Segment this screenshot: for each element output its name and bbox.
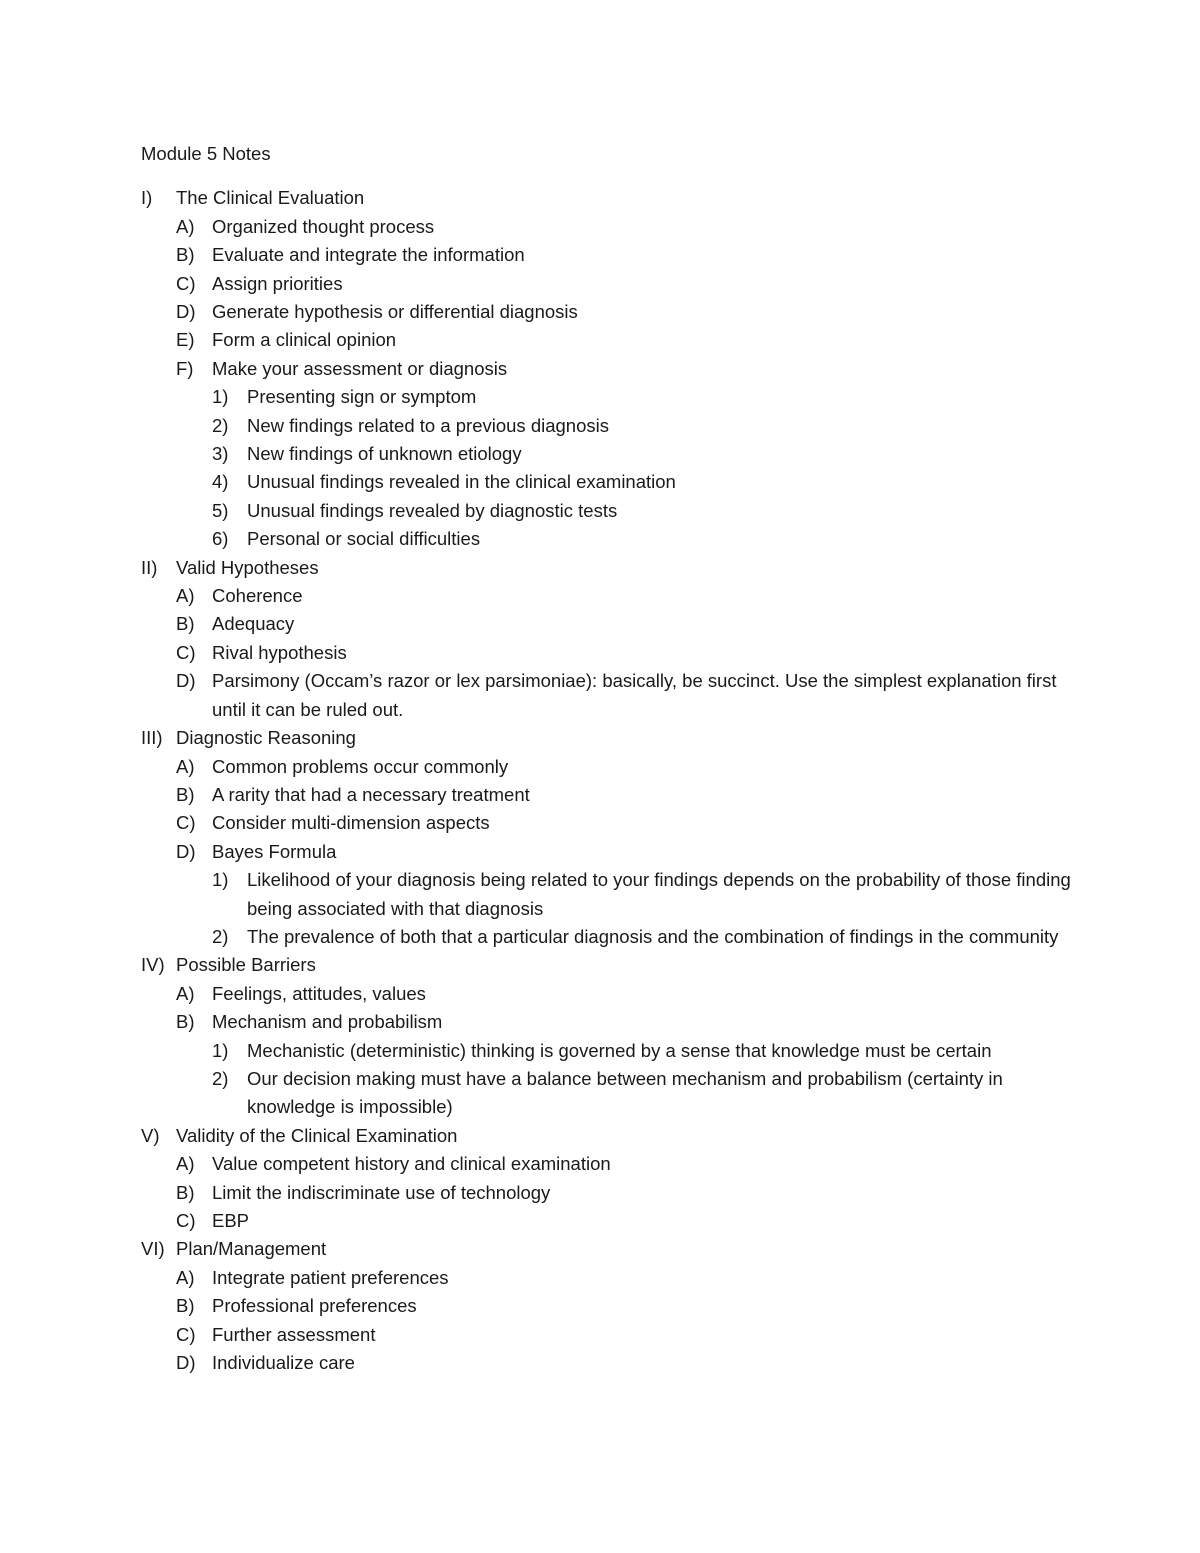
outline-item-label: A) [176,982,195,1004]
outline-item-text: Organized thought process [212,215,435,237]
outline-item-level-2 [141,1179,1081,1207]
outline-item-level-1 [141,1235,1081,1263]
outline-item-label: A) [176,215,195,237]
outline-item-level-2 [141,1264,1081,1292]
outline-item-text: Limit the indiscriminate use of technology [212,1181,551,1203]
outline-item-label: 2) [212,414,229,436]
outline-item-level-1 [141,1122,1081,1150]
outline-item-label: C) [176,1210,196,1232]
outline-item-label: C) [176,1323,196,1345]
outline-item-text: Unusual findings revealed by diagnostic tests [247,499,618,521]
outline-item-label: B) [176,1011,195,1033]
outline-item-text: Professional preferences [212,1295,417,1317]
outline-item-label: B) [176,1295,195,1317]
outline-item-level-3 [141,866,1081,923]
outline-item-level-2 [141,753,1081,781]
outline-item-level-2 [141,326,1081,354]
outline-item-text: Integrate patient preferences [212,1266,449,1288]
outline-item-label: C) [176,272,196,294]
outline-item-level-2 [141,639,1081,667]
outline-item-label: D) [176,301,196,323]
outline-item-text: Mechanism and probabilism [212,1011,443,1033]
outline-item-level-2 [141,667,1081,724]
outline-item-label: B) [176,613,195,635]
outline-item-label: B) [176,783,195,805]
outline-item-label: IV) [141,954,165,976]
outline-item-label: B) [176,244,195,266]
outline-item-level-2 [141,1321,1081,1349]
outline-item-level-3 [141,383,1081,411]
outline-item-text: Presenting sign or symptom [247,386,477,408]
outline-item-label: 5) [212,499,229,521]
outline-item-text: Consider multi-dimension aspects [212,812,490,834]
outline-item-level-1 [141,724,1081,752]
outline-item-level-3 [141,923,1081,951]
outline-item-level-2 [141,838,1081,866]
outline-item-label: D) [176,1352,196,1374]
outline-list [141,184,1081,1377]
outline-item-text: Common problems occur commonly [212,755,509,777]
outline-item-label: I) [141,187,153,209]
outline-item-text: Diagnostic Reasoning [176,727,356,749]
outline-item-label: B) [176,1181,195,1203]
outline-item-level-1 [141,554,1081,582]
outline-item-level-2 [141,980,1081,1008]
outline-item-text: Generate hypothesis or differential diagnosis [212,301,578,323]
outline-item-level-1 [141,184,1081,212]
outline-item-text: Coherence [212,585,303,607]
outline-item-level-2 [141,809,1081,837]
outline-item-text: Adequacy [212,613,295,635]
outline-item-text: Plan/Management [176,1238,327,1260]
outline-item-text: Rival hypothesis [212,641,347,663]
outline-item-text: New findings of unknown etiology [247,443,522,465]
outline-item-level-2 [141,1292,1081,1320]
outline-item-label: 6) [212,528,229,550]
outline-item-level-2 [141,270,1081,298]
outline-item-label: 1) [212,869,229,891]
outline-item-level-3 [141,497,1081,525]
outline-item-level-2 [141,1008,1081,1036]
outline-item-level-2 [141,1349,1081,1377]
outline-item-text: Evaluate and integrate the information [212,244,525,266]
outline-item-text: Our decision making must have a balance between mechanism and probabilism (certainty in knowledge is impossible) [247,1067,1003,1118]
outline-item-level-3 [141,1065,1081,1122]
outline-item-label: 3) [212,443,229,465]
outline-item-level-2 [141,1150,1081,1178]
outline-item-level-2 [141,781,1081,809]
outline-item-text: Mechanistic (deterministic) thinking is governed by a sense that knowledge must be certain [247,1039,992,1061]
outline-item-level-2 [141,355,1081,383]
outline-item-label: D) [176,840,196,862]
outline-item-text: Further assessment [212,1323,376,1345]
outline-item-label: 1) [212,1039,229,1061]
outline-item-label: A) [176,1266,195,1288]
outline-item-label: C) [176,641,196,663]
outline-item-label: 4) [212,471,229,493]
outline-item-text: The Clinical Evaluation [176,187,365,209]
outline-item-label: VI) [141,1238,165,1260]
outline-item-text: Bayes Formula [212,840,337,862]
outline-item-text: Unusual findings revealed in the clinical examination [247,471,676,493]
outline-item-text: Individualize care [212,1352,355,1374]
outline-item-label: D) [176,670,196,692]
outline-item-label: III) [141,727,163,749]
outline-item-level-3 [141,525,1081,553]
outline-item-label: 2) [212,1067,229,1089]
outline-item-text: Form a clinical opinion [212,329,397,351]
outline-item-level-2 [141,298,1081,326]
outline-item-text: EBP [212,1210,250,1232]
outline-item-label: E) [176,329,195,351]
outline-item-label: V) [141,1124,160,1146]
outline-item-level-2 [141,213,1081,241]
document-title: Module 5 Notes [141,143,271,164]
outline-item-label: A) [176,585,195,607]
outline-item-text: Valid Hypotheses [176,556,319,578]
outline-item-text: Make your assessment or diagnosis [212,357,508,379]
outline-item-label: II) [141,556,158,578]
outline-item-level-3 [141,1037,1081,1065]
outline-item-label: 1) [212,386,229,408]
outline-item-level-3 [141,412,1081,440]
document-page [141,140,1081,1377]
outline-item-label: C) [176,812,196,834]
outline-item-level-3 [141,440,1081,468]
outline-item-text: The prevalence of both that a particular diagnosis and the combination of findings in the community [247,925,1059,947]
outline-item-label: A) [176,755,195,777]
outline-item-text: Validity of the Clinical Examination [176,1124,458,1146]
outline-item-text: Possible Barriers [176,954,316,976]
outline-item-text: New findings related to a previous diagnosis [247,414,609,436]
outline-item-text: Value competent history and clinical examination [212,1153,611,1175]
outline-item-level-2 [141,610,1081,638]
outline-item-level-2 [141,241,1081,269]
outline-item-text: Feelings, attitudes, values [212,982,426,1004]
outline-item-text: Likelihood of your diagnosis being related to your findings depends on the probability of those finding being associated with that diagnosis [247,869,1071,919]
outline-item-level-3 [141,468,1081,496]
outline-item-label: F) [176,357,194,379]
outline-item-text: Personal or social difficulties [247,528,481,550]
outline-item-label: 2) [212,925,229,947]
outline-item-level-1 [141,951,1081,979]
outline-item-level-2 [141,582,1081,610]
outline-item-level-2 [141,1207,1081,1235]
outline-item-text: Assign priorities [212,272,343,294]
outline-item-text: A rarity that had a necessary treatment [212,783,530,805]
outline-item-label: A) [176,1153,195,1175]
outline-item-text: Parsimony (Occam’s razor or lex parsimoniae): basically, be succinct. Use the simplest explanation first until it can be ruled out. [212,670,1057,720]
